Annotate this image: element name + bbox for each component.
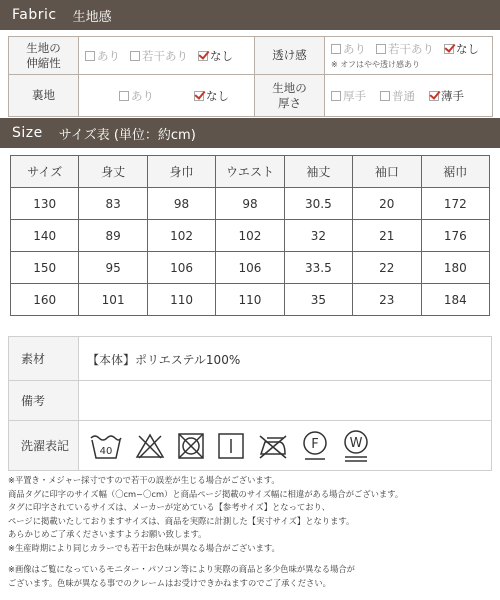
size-title-en: Size [12, 125, 43, 141]
size-header-row [11, 156, 490, 188]
no-bleach-icon [135, 432, 165, 460]
thickness-option [380, 88, 415, 104]
lining-options [79, 75, 255, 117]
iron-low-icon [257, 432, 289, 460]
size-cell: 33.5 [284, 252, 352, 284]
unchecked-checkbox-icon [331, 44, 341, 54]
size-cell: 172 [421, 188, 489, 220]
size-cell: 95 [79, 252, 147, 284]
size-title-jp: サイズ表 (単位：約cm) [58, 127, 196, 143]
lining-option [119, 88, 154, 104]
sheer-label: 透け感 [255, 37, 325, 75]
note-line: ページに掲載いたしておりますサイズは、商品を実際に計測した【実寸サイズ】となります。 [8, 515, 355, 526]
size-header-cell: 袖口 [353, 156, 421, 188]
lining-option [194, 88, 229, 104]
size-row [11, 188, 490, 220]
sheer-options [325, 37, 493, 75]
size-header-cell: ウエスト [216, 156, 284, 188]
size-cell: 160 [11, 284, 79, 316]
unchecked-checkbox-icon [130, 51, 140, 61]
size-cell: 110 [216, 284, 284, 316]
size-cell: 83 [79, 188, 147, 220]
unchecked-checkbox-icon [85, 51, 95, 61]
lining-option-label: あり [131, 88, 154, 103]
size-cell: 106 [216, 252, 284, 284]
unchecked-checkbox-icon [376, 44, 386, 54]
sheer-option-label: なし [456, 42, 479, 56]
size-cell: 180 [421, 252, 489, 284]
unchecked-checkbox-icon [119, 91, 129, 101]
dryclean-f-icon [301, 429, 329, 463]
size-cell: 98 [147, 188, 215, 220]
thickness-option [429, 88, 464, 104]
material-table [8, 336, 492, 471]
size-row [11, 284, 490, 316]
size-cell: 98 [216, 188, 284, 220]
section-title-jp: 生地感 [72, 9, 112, 25]
size-cell: 176 [421, 220, 489, 252]
material-label: 素材 [9, 337, 79, 381]
no-tumble-dry-icon [177, 432, 205, 460]
size-cell: 89 [79, 220, 147, 252]
size-cell: 32 [284, 220, 352, 252]
thickness-options [325, 75, 493, 117]
size-row [11, 220, 490, 252]
wash-temp-label: 40 [99, 445, 113, 457]
size-header-cell: 身巾 [147, 156, 215, 188]
size-cell: 20 [353, 188, 421, 220]
note-line: ※平置き・メジャー採寸ですので若干の誤差が生じる場合がございます。 [8, 475, 280, 485]
wash-40-icon [89, 432, 123, 460]
size-cell: 130 [11, 188, 79, 220]
section-title-en: Fabric [12, 7, 57, 23]
note-line: 商品タグに印字のサイズ幅（〇cm~〇cm）と商品ページ掲載のサイズ幅に相違がある場合がございます。 [8, 488, 404, 499]
sheer-note: ※ オフはやや透け感あり [331, 60, 421, 69]
thickness-label: 生地の 厚さ [255, 75, 325, 117]
size-header-cell: 身丈 [79, 156, 147, 188]
size-cell: 184 [421, 284, 489, 316]
fabric-section-header [0, 0, 500, 30]
size-header-cell: 裾巾 [421, 156, 489, 188]
size-cell: 110 [147, 284, 215, 316]
sheer-option-label: あり [343, 42, 366, 56]
note-line: ※生産時期により同じカラーでも若干お色味が異なる場合がございます。 [8, 542, 280, 553]
line-dry-icon [217, 432, 245, 460]
wetclean-w-icon [341, 429, 371, 463]
stretch-options [79, 37, 255, 75]
care-label: 洗濯表記 [9, 421, 79, 471]
checked-checkbox-icon [198, 51, 208, 61]
checked-checkbox-icon [444, 44, 454, 54]
size-cell: 23 [353, 284, 421, 316]
note-line: ございます。色味が異なる事でのクレームはお受けできかねますのでご了承ください。 [8, 577, 331, 588]
sheer-option [331, 41, 366, 57]
remarks-value [79, 381, 492, 421]
thickness-option [331, 88, 366, 104]
stretch-option-label: なし [210, 48, 233, 63]
size-table [10, 155, 490, 316]
size-section-header [0, 118, 500, 148]
notes-block [8, 474, 492, 590]
checked-checkbox-icon [194, 91, 204, 101]
size-cell: 106 [147, 252, 215, 284]
size-header-cell: 袖丈 [284, 156, 352, 188]
note-line: タグに印字されているサイズは、メーカーが定めている【参考サイズ】となっており、 [8, 502, 331, 512]
thickness-option-label: 薄手 [441, 88, 464, 103]
size-cell: 140 [11, 220, 79, 252]
stretch-label: 生地の 伸縮性 [9, 37, 79, 75]
sheer-option [376, 41, 434, 57]
stretch-option-label: 若干あり [142, 48, 188, 63]
care-icons [79, 421, 492, 471]
lining-option-label: なし [206, 88, 229, 103]
size-cell: 150 [11, 252, 79, 284]
dryclean-letter: F [311, 436, 319, 452]
wetclean-letter: W [349, 435, 363, 451]
checked-checkbox-icon [429, 91, 439, 101]
size-cell: 102 [216, 220, 284, 252]
stretch-option-label: あり [97, 48, 120, 63]
sheer-option [444, 41, 479, 57]
thickness-option-label: 普通 [392, 88, 415, 103]
size-cell: 21 [353, 220, 421, 252]
size-row [11, 252, 490, 284]
thickness-option-label: 厚手 [343, 88, 366, 103]
size-cell: 102 [147, 220, 215, 252]
material-value: 【本体】ポリエステル100% [79, 337, 492, 381]
remarks-label: 備考 [9, 381, 79, 421]
unchecked-checkbox-icon [331, 91, 341, 101]
stretch-option [85, 48, 120, 64]
stretch-option [198, 48, 233, 64]
unchecked-checkbox-icon [380, 91, 390, 101]
note-line: あらかじめご了承くださいますようお願い致します。 [8, 529, 207, 539]
size-cell: 101 [79, 284, 147, 316]
fabric-table [8, 36, 493, 117]
lining-label: 裏地 [9, 75, 79, 117]
size-cell: 22 [353, 252, 421, 284]
size-header-cell: サイズ [11, 156, 79, 188]
size-cell: 35 [284, 284, 352, 316]
size-cell: 30.5 [284, 188, 352, 220]
sheer-option-label: 若干あり [388, 42, 434, 56]
stretch-option [130, 48, 188, 64]
note-line: ※画像はご覧になっているモニター・パソコン等により実際の商品と多少色味が異なる場合が [8, 564, 355, 574]
